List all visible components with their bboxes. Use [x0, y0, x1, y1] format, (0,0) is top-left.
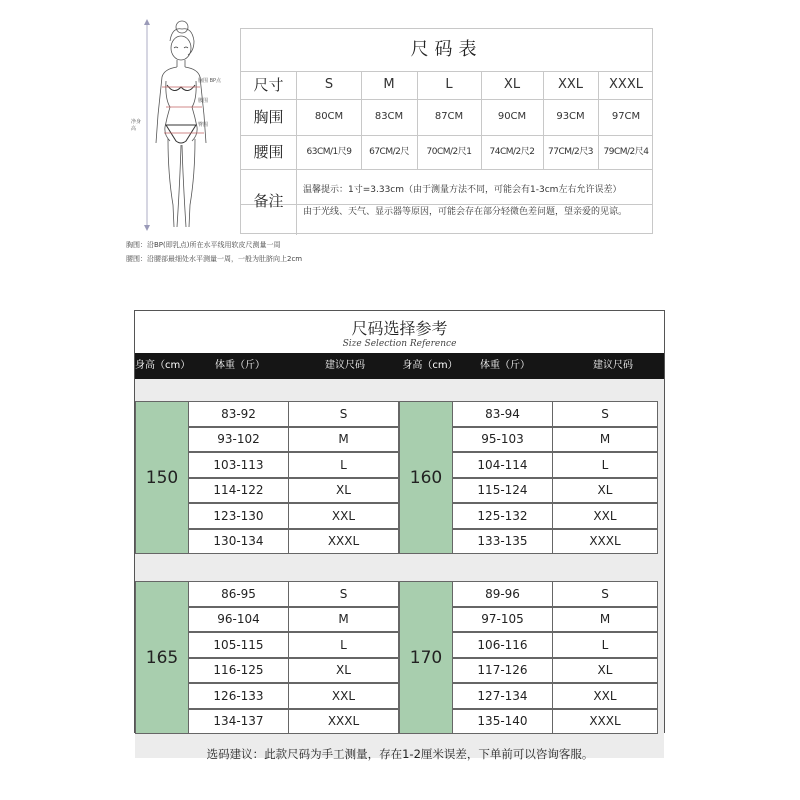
table-row — [188, 478, 398, 504]
table-row — [452, 658, 662, 684]
size-header-cell: M — [383, 77, 395, 92]
chest-value-cell: 80CM — [314, 111, 344, 122]
recommended-size-cell: XXXL — [288, 529, 399, 555]
waist-value-cell: 74CM/2尺2 — [489, 147, 535, 157]
header-height: 身高（cm） — [402, 360, 458, 371]
height-group-cell: 160 — [399, 401, 453, 554]
weight-range-cell: 117-126 — [452, 658, 553, 684]
recommended-size-cell: XXXL — [552, 529, 658, 555]
size-header-cell: XL — [503, 77, 521, 92]
weight-range-cell: 89-96 — [452, 581, 553, 607]
table-row — [452, 607, 662, 633]
chest-marker-label: 胸围 BP点 — [198, 78, 222, 84]
weight-range-cell: 83-94 — [452, 401, 553, 427]
weight-range-cell: 96-104 — [188, 607, 289, 633]
chest-value-cell: 87CM — [434, 111, 464, 122]
chest-value-cell: 83CM — [374, 111, 404, 122]
recommended-size-cell: XXL — [288, 683, 399, 709]
waist-value-cell: 63CM/1尺9 — [306, 147, 352, 157]
table-row — [452, 503, 662, 529]
waist-value-cell: 67CM/2尺 — [369, 147, 409, 157]
table-row — [188, 529, 398, 555]
table-row — [188, 632, 398, 658]
table-row — [188, 452, 398, 478]
reference-subtitle: Size Selection Reference — [342, 339, 457, 349]
chest-value-cell: 90CM — [497, 111, 527, 122]
table-row — [452, 427, 662, 453]
recommended-size-cell: XXXL — [288, 709, 399, 735]
reference-header-row — [135, 353, 664, 379]
header-size: 建议尺码 — [325, 360, 365, 371]
recommended-size-cell: XXL — [288, 503, 399, 529]
height-group-cell: 150 — [135, 401, 189, 554]
height-group-cell: 170 — [399, 581, 453, 734]
table-row — [452, 632, 662, 658]
recommended-size-cell: XL — [288, 478, 399, 504]
remark-label: 备注 — [253, 192, 284, 210]
measurement-notes — [126, 238, 302, 266]
table-row — [452, 478, 662, 504]
weight-range-cell: 83-92 — [188, 401, 289, 427]
header-weight: 体重（斤） — [480, 360, 530, 371]
recommended-size-cell: M — [552, 427, 658, 453]
weight-range-cell: 105-115 — [188, 632, 289, 658]
table-row — [452, 529, 662, 555]
reference-title: 尺码选择参考 — [351, 319, 448, 338]
table-row — [452, 452, 662, 478]
size-advice-note: 选码建议：此款尺码为手工测量，存在1-2厘米误差，下单前可以咨询客服。 — [206, 747, 594, 761]
recommended-size-cell: XXL — [552, 683, 658, 709]
size-chart — [240, 28, 653, 234]
recommended-size-cell: L — [552, 632, 658, 658]
weight-range-cell: 97-105 — [452, 607, 553, 633]
weight-range-cell: 93-102 — [188, 427, 289, 453]
weight-range-cell: 125-132 — [452, 503, 553, 529]
recommended-size-cell: S — [288, 581, 399, 607]
weight-range-cell: 103-113 — [188, 452, 289, 478]
recommended-size-cell: XL — [552, 658, 658, 684]
table-row — [188, 581, 398, 607]
weight-range-cell: 116-125 — [188, 658, 289, 684]
table-row — [188, 427, 398, 453]
table-row — [452, 683, 662, 709]
recommended-size-cell: XXL — [552, 503, 658, 529]
weight-range-cell: 86-95 — [188, 581, 289, 607]
weight-range-cell: 135-140 — [452, 709, 553, 735]
height-group-cell: 165 — [135, 581, 189, 734]
weight-range-cell: 134-137 — [188, 709, 289, 735]
table-row — [452, 581, 662, 607]
size-header-cell: L — [445, 77, 453, 92]
chest-row-label: 胸围 — [253, 108, 284, 126]
table-row — [188, 683, 398, 709]
recommended-size-cell: M — [288, 607, 399, 633]
weight-range-cell: 114-122 — [188, 478, 289, 504]
chest-value-cell: 93CM — [556, 111, 585, 122]
recommended-size-cell: M — [288, 427, 399, 453]
recommended-size-cell: XL — [288, 658, 399, 684]
table-row — [188, 401, 398, 427]
weight-range-cell: 115-124 — [452, 478, 553, 504]
size-chart-title: 尺码表 — [410, 39, 483, 60]
header-size: 建议尺码 — [593, 360, 633, 371]
table-row — [452, 709, 662, 735]
recommended-size-cell: S — [552, 401, 658, 427]
table-row — [188, 607, 398, 633]
recommended-size-cell: XXXL — [552, 709, 658, 735]
hip-marker-label: 臀围 — [198, 122, 209, 128]
table-row — [188, 709, 398, 735]
weight-range-cell: 130-134 — [188, 529, 289, 555]
waist-marker-label: 腰围 — [198, 98, 209, 104]
size-header-label: 尺寸 — [253, 76, 284, 94]
divider — [241, 169, 652, 170]
weight-range-cell: 127-134 — [452, 683, 553, 709]
table-row — [452, 401, 662, 427]
size-header-cell: XXXL — [609, 77, 643, 92]
chest-value-cell: 97CM — [611, 111, 641, 122]
weight-range-cell: 123-130 — [188, 503, 289, 529]
chest-measure-note: 胸围：沿BP(即乳点)所在水平线用软皮尺测量一周 — [126, 241, 281, 249]
weight-range-cell: 106-116 — [452, 632, 553, 658]
table-row — [188, 658, 398, 684]
weight-range-cell: 126-133 — [188, 683, 289, 709]
size-header-cell: XXL — [557, 77, 584, 92]
size-reference-table — [134, 310, 665, 733]
recommended-size-cell: XL — [552, 478, 658, 504]
recommended-size-cell: M — [552, 607, 658, 633]
waist-value-cell: 79CM/2尺4 — [603, 147, 649, 157]
header-weight: 体重（斤） — [215, 360, 265, 371]
remark-line-2: 由于光线、天气、显示器等原因，可能会存在部分轻微色差问题，望亲爱的见谅。 — [303, 207, 628, 217]
waist-measure-note: 腰围：沿腰部最细处水平测量一周，一般为肚脐向上2cm — [126, 255, 303, 263]
recommended-size-cell: L — [552, 452, 658, 478]
header-height: 身高（cm） — [135, 360, 191, 371]
body-measurement-figure — [120, 15, 240, 245]
recommended-size-cell: L — [288, 452, 399, 478]
recommended-size-cell: S — [288, 401, 399, 427]
weight-range-cell: 104-114 — [452, 452, 553, 478]
weight-range-cell: 95-103 — [452, 427, 553, 453]
size-header-cell: S — [324, 77, 334, 92]
waist-row-label: 腰围 — [253, 143, 284, 161]
waist-value-cell: 77CM/2尺3 — [548, 147, 593, 157]
weight-range-cell: 133-135 — [452, 529, 553, 555]
table-row — [188, 503, 398, 529]
recommended-size-cell: L — [288, 632, 399, 658]
waist-value-cell: 70CM/2尺1 — [426, 147, 472, 157]
remark-line-1: 温馨提示：1寸=3.33cm（由于测量方法不同，可能会有1-3cm左右允许误差） — [303, 185, 622, 195]
recommended-size-cell: S — [552, 581, 658, 607]
height-marker-label: 净身高 — [131, 119, 142, 132]
